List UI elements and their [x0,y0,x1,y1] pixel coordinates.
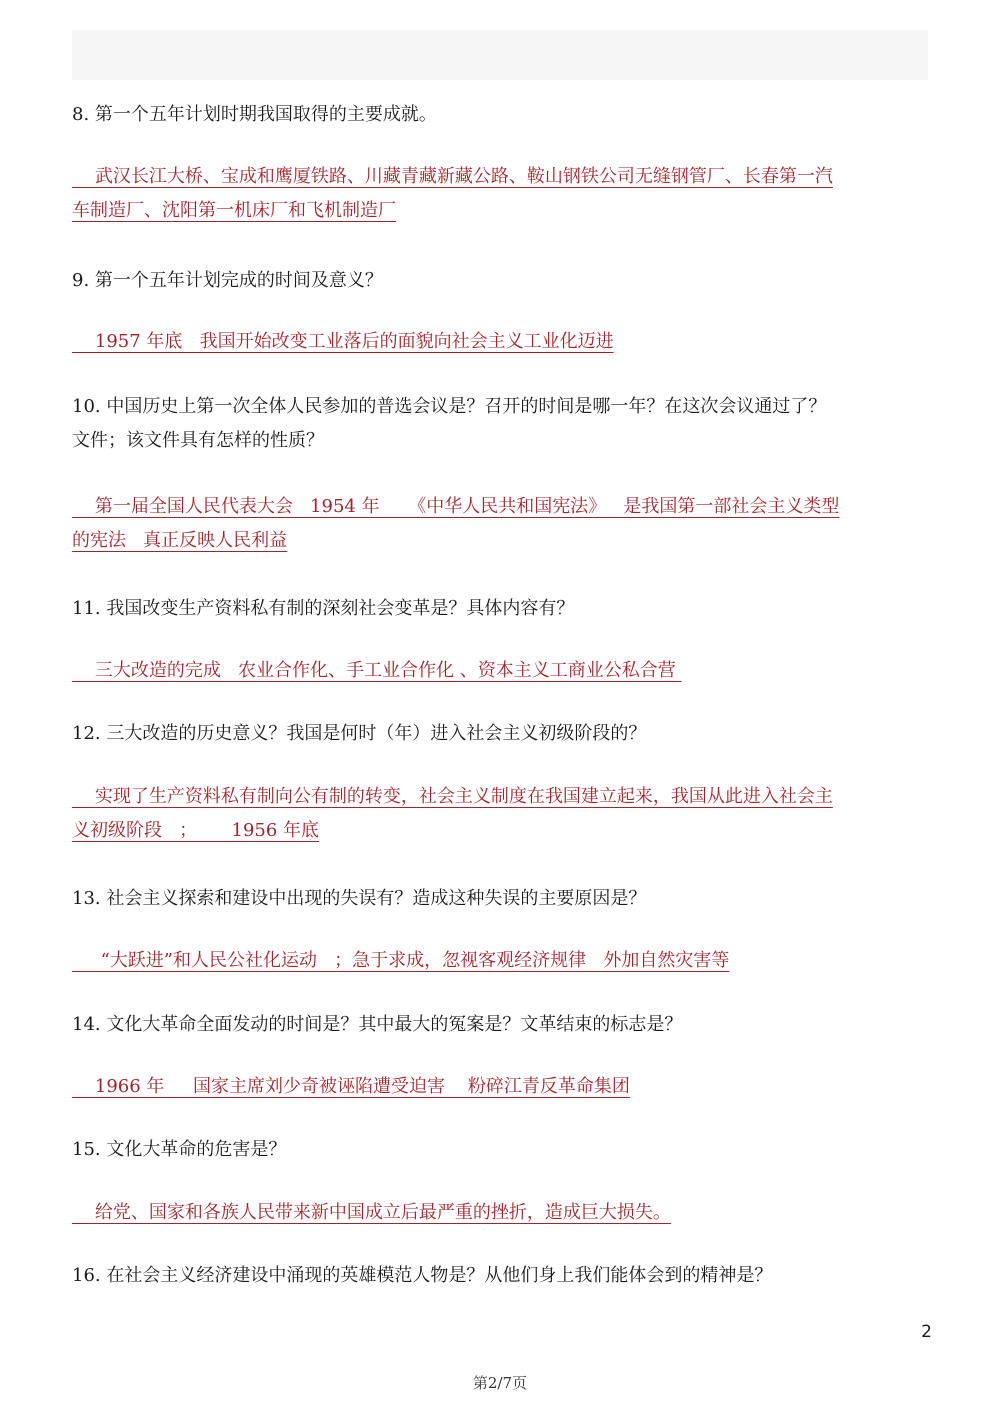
question-11 [72,592,932,626]
question-8 [72,98,932,132]
answer-line: “大跃进”和人民公社化运动 ；急于求成，忽视客观经济规律 外加自然灾害等 [72,950,730,971]
question-line: 12. 三大改造的历史意义？我国是何时（年）进入社会主义初级阶段的？ [72,723,647,744]
answer-line: 武汉长江大桥、宝成和鹰厦铁路、川藏青藏新藏公路、鞍山钢铁公司无缝钢管厂、长春第一汽 [72,166,833,187]
question-line: 11. 我国改变生产资料私有制的深刻社会变革是？具体内容有？ [72,598,575,619]
answer-line: 第一届全国人民代表大会 1954 年 《中华人民共和国宪法》 是我国第一部社会主义类型 [72,496,840,517]
question-10 [72,390,932,458]
question-line: 10. 中国历史上第一次全体人民参加的普选会议是？召开的时间是哪一年？在这次会议通过了？ [72,396,827,417]
answer-line: 车制造厂、沈阳第一机床厂和飞机制造厂 [72,200,396,221]
page-number: 2 [921,1322,932,1342]
answer-13 [72,944,932,978]
answer-line: 三大改造的完成 农业合作化、手工业合作化 、资本主义工商业公私合营 [72,660,682,681]
answer-line: 1957 年底 我国开始改变工业落后的面貌向社会主义工业化迈进 [72,331,614,352]
question-line: 14. 文化大革命全面发动的时间是？其中最大的冤案是？文革结束的标志是？ [72,1014,683,1035]
answer-8 [72,160,932,228]
question-16 [72,1259,932,1293]
answer-14 [72,1070,932,1104]
answer-line: 义初级阶段 ； 1956 年底 [72,820,320,841]
header-band [72,30,928,80]
question-line: 8. 第一个五年计划时期我国取得的主要成就。 [72,104,437,125]
question-line: 13. 社会主义探索和建设中出现的失误有？造成这种失误的主要原因是？ [72,888,647,909]
answer-line: 实现了生产资料私有制向公有制的转变，社会主义制度在我国建立起来，我国从此进入社会主 [72,786,833,807]
answer-line: 给党、国家和各族人民带来新中国成立后最严重的挫折，造成巨大损失。 [72,1202,671,1223]
question-line: 15. 文化大革命的危害是？ [72,1139,287,1160]
answer-11 [72,654,932,688]
question-line: 文件；该文件具有怎样的性质？ [72,430,324,451]
question-14 [72,1008,932,1042]
answer-15 [72,1196,932,1230]
question-15 [72,1133,932,1167]
answer-line: 1966 年 国家主席刘少奇被诬陷遭受迫害 粉碎江青反革命集团 [72,1076,630,1097]
question-9 [72,264,932,298]
answer-10 [72,490,932,558]
answer-9 [72,325,932,359]
question-12 [72,717,932,751]
question-line: 9. 第一个五年计划完成的时间及意义？ [72,270,383,291]
answer-12 [72,780,932,848]
answer-line: 的宪法 真正反映人民利益 [72,530,288,551]
question-line: 16. 在社会主义经济建设中涌现的英雄模范人物是？从他们身上我们能体会到的精神是？ [72,1265,773,1286]
question-13 [72,882,932,916]
page-footer: 第2/7页 [472,1374,528,1392]
